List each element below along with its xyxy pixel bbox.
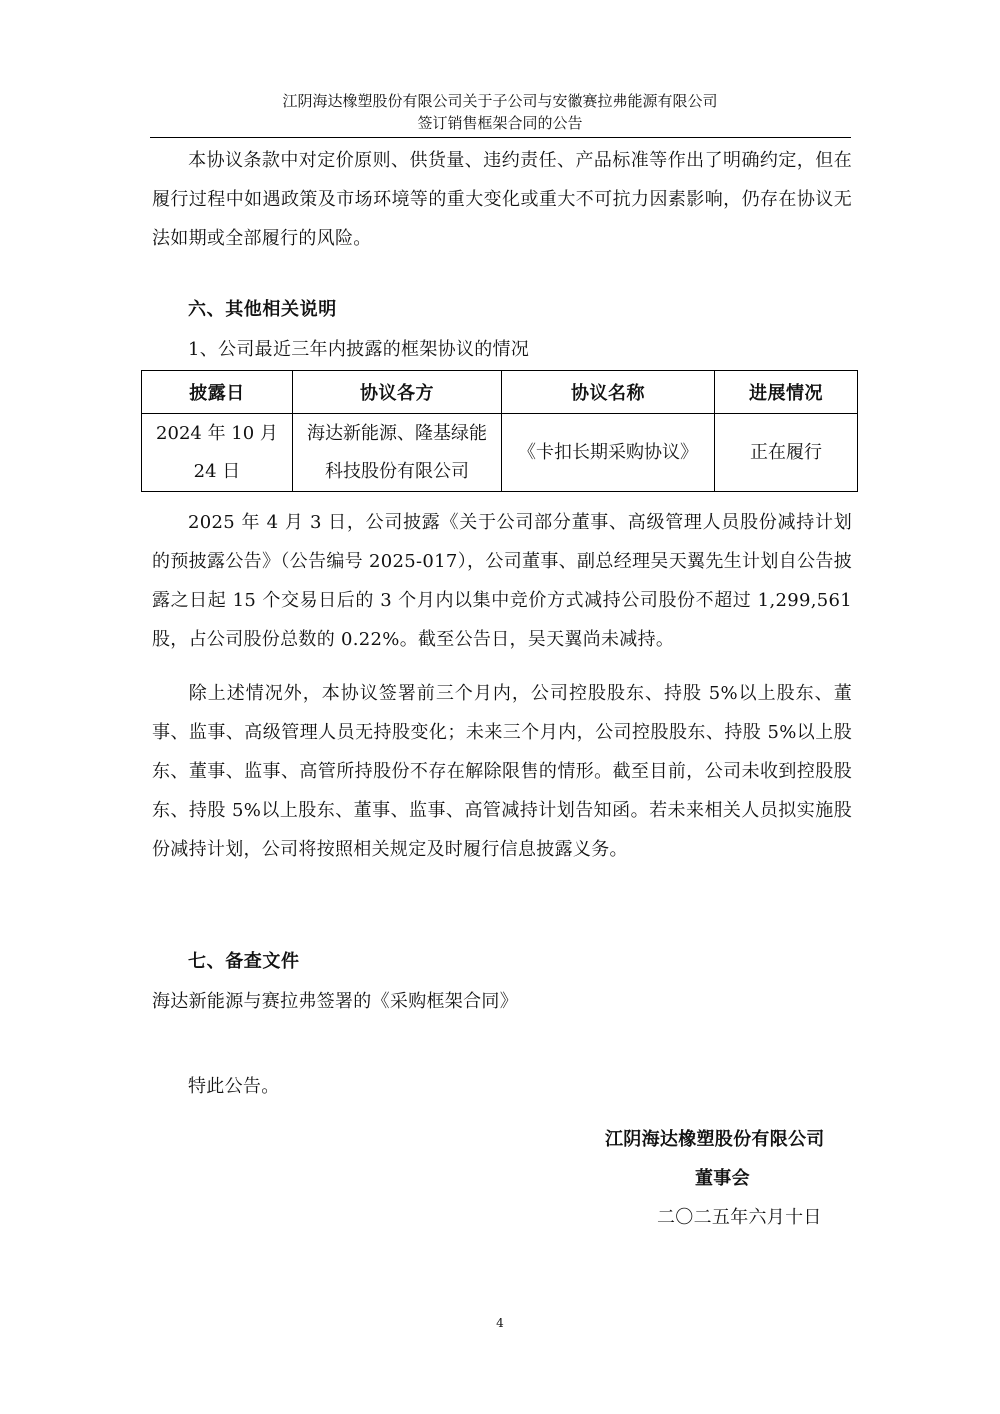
header-divider xyxy=(150,137,851,138)
table-cell-name: 《卡扣长期采购协议》 xyxy=(502,414,715,492)
signature-date: 二〇二五年六月十日 xyxy=(657,1207,822,1228)
page-number: 4 xyxy=(496,1316,504,1330)
section7-item: 海达新能源与赛拉弗签署的《采购框架合同》 xyxy=(152,991,518,1012)
table-header-parties: 协议各方 xyxy=(293,371,502,414)
section6-item1: 1、公司最近三年内披露的框架协议的情况 xyxy=(188,339,530,360)
header-title-line2: 签订销售框架合同的公告 xyxy=(417,114,583,132)
signature-board: 董事会 xyxy=(695,1168,750,1189)
table-header-name: 协议名称 xyxy=(502,371,715,414)
intro-paragraph xyxy=(152,141,852,258)
table-header-row xyxy=(142,371,858,414)
table-cell-parties: 海达新能源、隆基绿能科技股份有限公司 xyxy=(293,414,502,492)
section6-paragraph2 xyxy=(152,674,852,869)
table-cell-date: 2024 年 10 月 24 日 xyxy=(142,414,293,492)
section6-paragraph1 xyxy=(152,503,852,659)
header-title-line1: 江阴海达橡塑股份有限公司关于子公司与安徽赛拉弗能源有限公司 xyxy=(282,92,718,110)
table-header-date: 披露日 xyxy=(142,371,293,414)
intro-paragraph-text: 本协议条款中对定价原则、供货量、违约责任、产品标准等作出了明确约定，但在履行过程中如遇政策及市场环境等的重大变化或重大不可抗力因素影响，仍存在协议无法如期或全部履行的风险。 xyxy=(152,150,852,249)
table-row xyxy=(142,414,858,492)
section7-heading: 七、备查文件 xyxy=(188,951,300,972)
disclosure-table xyxy=(141,370,858,492)
section6-paragraph1-text: 2025 年 4 月 3 日，公司披露《关于公司部分董事、高级管理人员股份减持计划的预披露公告》（公告编号 2025-017），公司董事、副总经理吴天翼先生计划自公告披露之日起 15 个交易日后的 3 个月内以集中竞价方式减持公司股份不超过 1,299,561 股，占公司股份总数的 0.22%。截至公告日，吴天翼尚未减持。 xyxy=(152,512,852,650)
signature-company: 江阴海达橡塑股份有限公司 xyxy=(605,1129,825,1150)
table-header-status: 进展情况 xyxy=(715,371,858,414)
section6-heading: 六、其他相关说明 xyxy=(188,299,337,320)
section6-paragraph2-text: 除上述情况外，本协议签署前三个月内，公司控股股东、持股 5%以上股东、董事、监事、高级管理人员无持股变化；未来三个月内，公司控股股东、持股 5%以上股东、董事、监事、高管所持股份不存在解除限售的情形。截至目前，公司未收到控股股东、持股 5%以上股东、董事、监事、高管减持计划告知函。若未来相关人员拟实施股份减持计划，公司将按照相关规定及时履行信息披露义务。 xyxy=(152,683,852,860)
closing-text: 特此公告。 xyxy=(188,1076,280,1097)
table-cell-status: 正在履行 xyxy=(715,414,858,492)
